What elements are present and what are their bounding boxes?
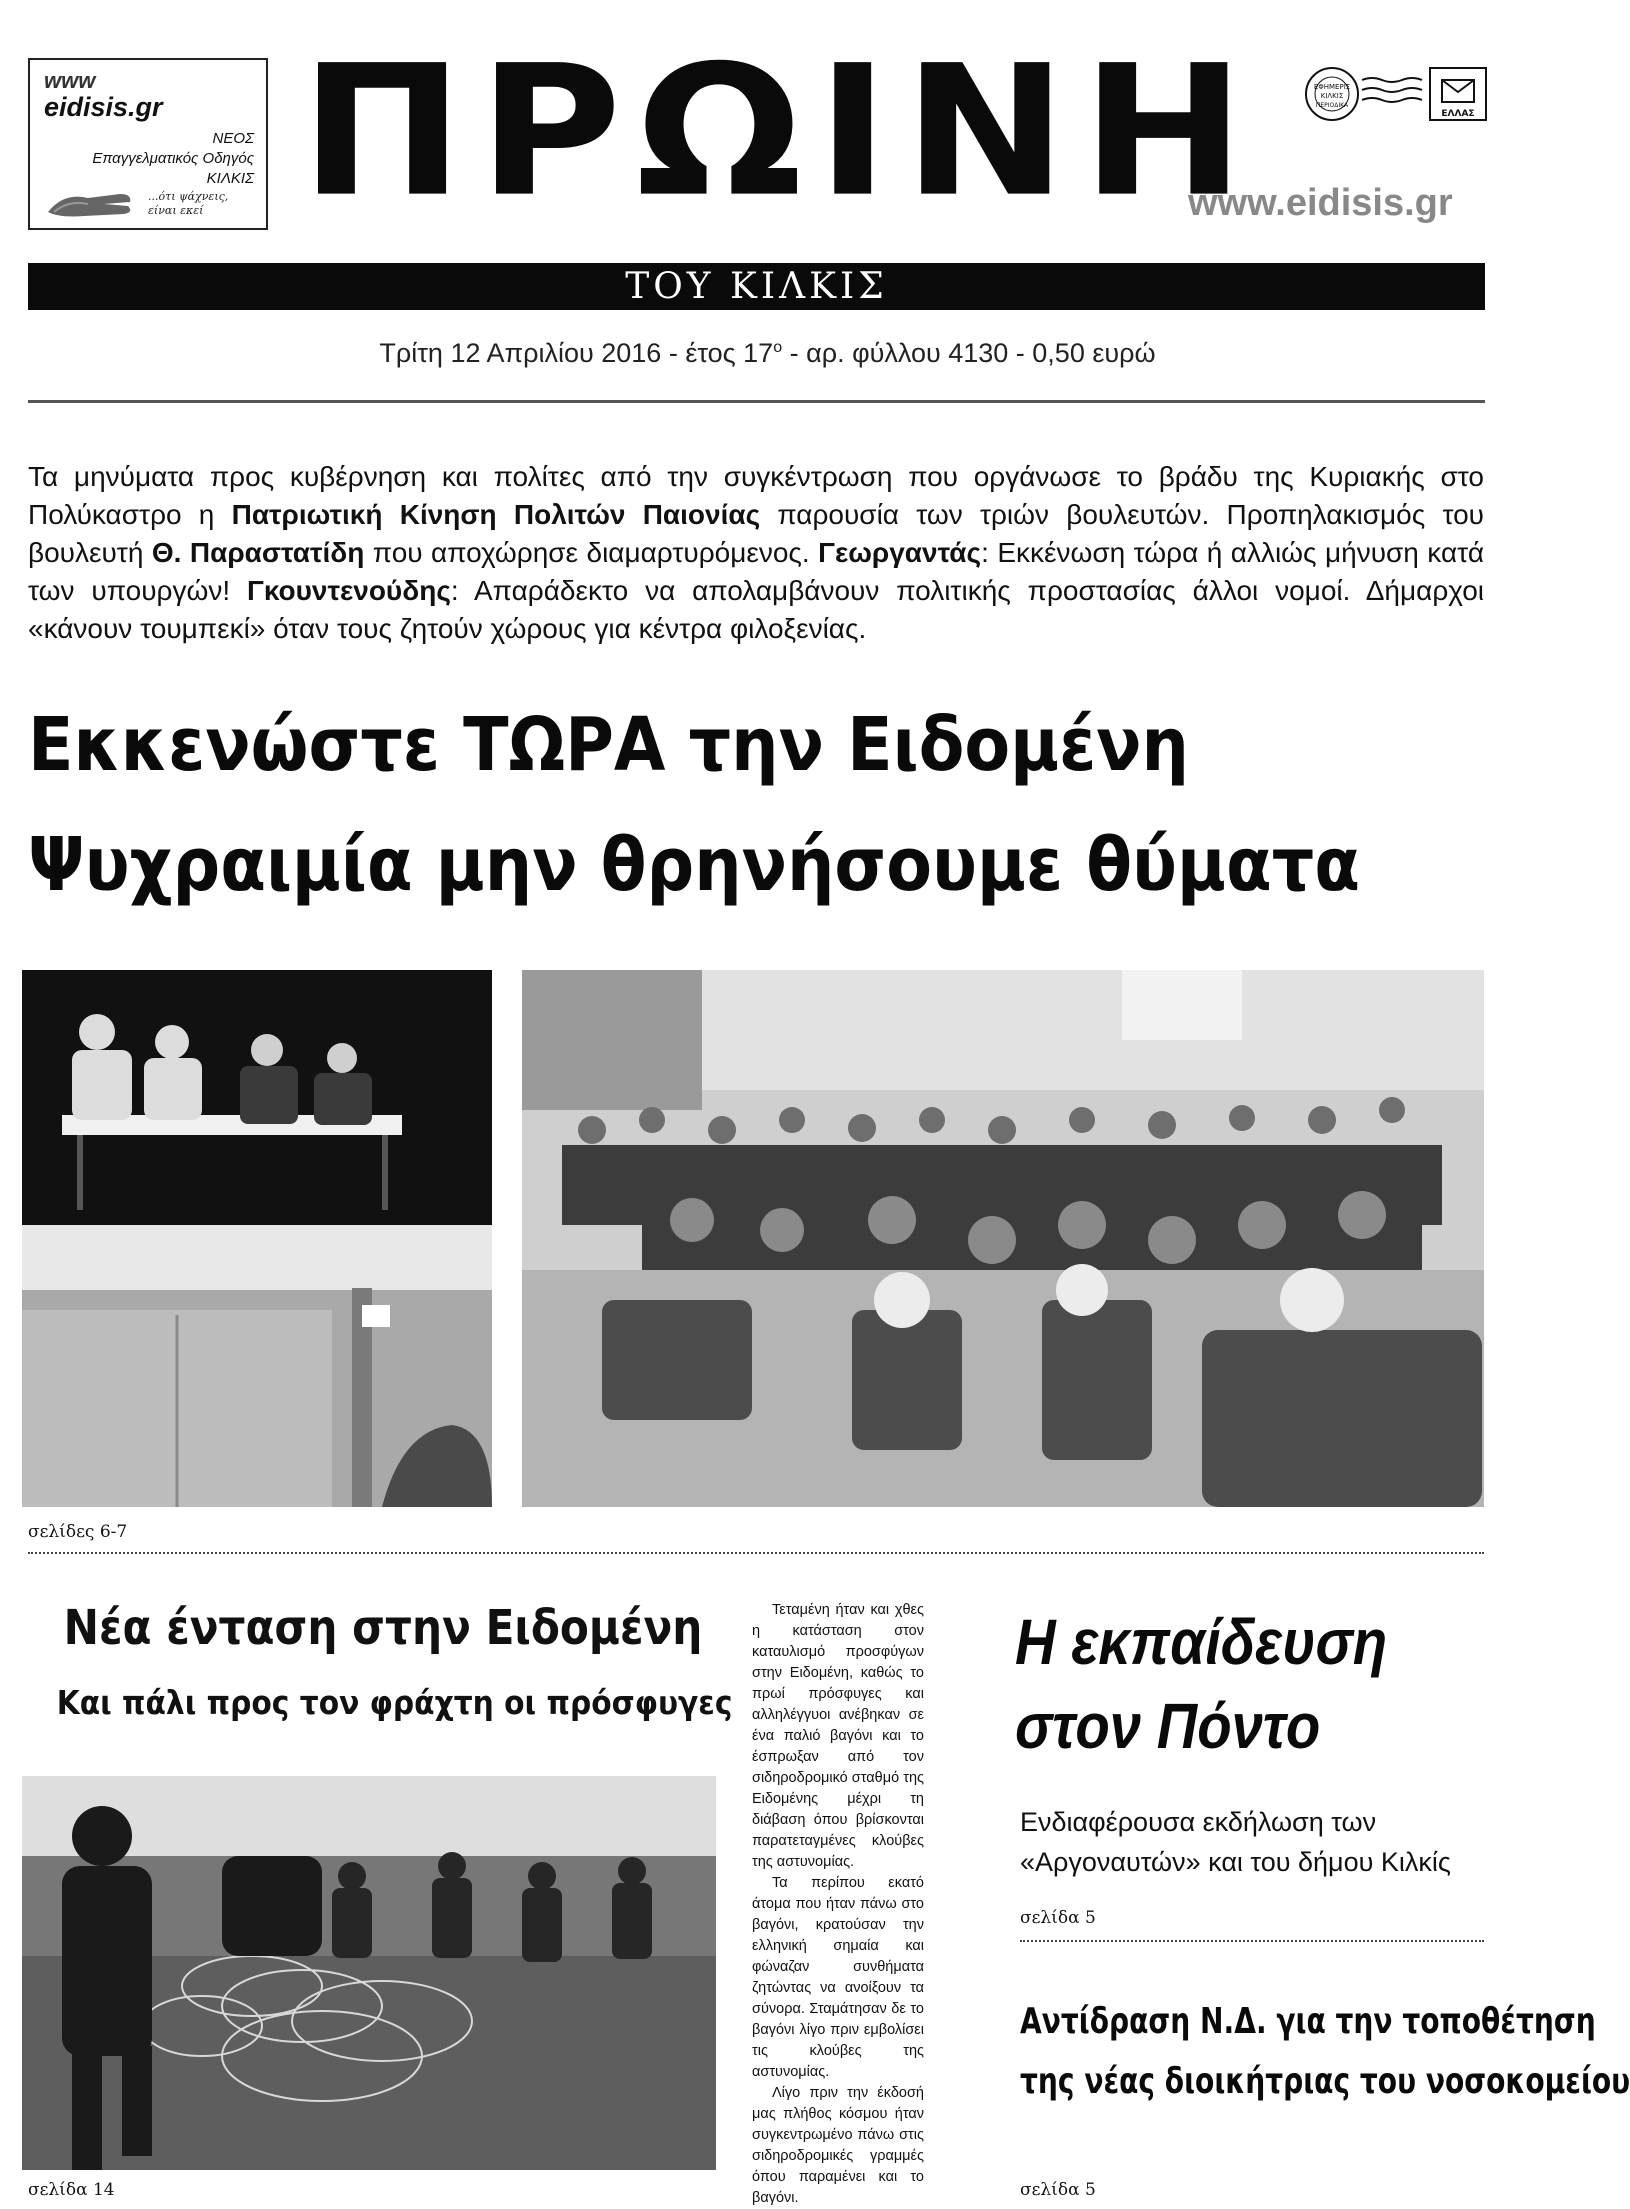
story-idomeni-paragraph-1: Τεταμένη ήταν και χθες η κατάσταση στον καταυλισμό προσφύγων στην Ειδομένη, καθώς το πρωί πρόσφυγες και αλληλέγγυοι ανέβηκαν σε ένα παλιό βαγόνι και το έσπρωξαν από τον σιδηροδρομικό σταθμό της Ειδομένης μέχρι τη διάβαση όπου βρίσκονται παρατεταγμένες κλούβες της αστυνομίας. xyxy=(752,1602,924,1870)
ad-line-2: Επαγγελματικός Οδηγός xyxy=(92,150,254,167)
page-reference-story3[interactable]: σελίδα 5 xyxy=(1020,1908,1096,1928)
panel-stage-photo[interactable] xyxy=(22,970,492,1507)
lead-text-5: : Απαράδεκτο να απολαμβάνουν πολιτικής προστασίας άλλοι νομοί. Δήμαρχοι «κάνουν τουμπεκί» όταν τους ζητούν χώρους για κέντρα φιλοξενίας. xyxy=(28,575,1484,644)
newspaper-title: ΠΡΩΙΝΗ xyxy=(300,27,1260,237)
story-idomeni-paragraph-3: Λίγο πριν την έκδοσή μας πλήθος κόσμου ήταν συγκεντρωμένο πάνω στις σιδηροδρομικές γραμμές όπου παραμένει και το βαγόνι. xyxy=(752,2085,924,2206)
story-pontus-title-line-1: Η εκπαίδευση xyxy=(1015,1606,1388,1678)
audience-photo[interactable] xyxy=(522,970,1484,1507)
issue-info-prefix: Τρίτη 12 Απριλίου 2016 - έτος 17 xyxy=(379,338,774,368)
website-url[interactable]: www.eidisis.gr xyxy=(1188,182,1453,224)
ad-slogan xyxy=(148,190,228,218)
svg-text:ΚΙΛΚΙΣ: ΚΙΛΚΙΣ xyxy=(1320,92,1344,100)
story-nd-title[interactable] xyxy=(1020,1992,1630,2112)
refugees-fence-photo[interactable] xyxy=(22,1776,716,2170)
ad-slogan-line-2: είναι εκεί xyxy=(148,204,204,217)
svg-text:ΕΛΛΑΣ: ΕΛΛΑΣ xyxy=(1441,109,1475,119)
ad-line-1: ΝΕΟΣ xyxy=(212,130,254,147)
story-idomeni-title[interactable]: Νέα ένταση στην Ειδομένη xyxy=(63,1600,703,1656)
lead-bold-3: Γεωργαντάς xyxy=(818,537,982,568)
story-pontus-title[interactable] xyxy=(1015,1600,1437,1768)
section-divider-1 xyxy=(28,1552,1484,1554)
lead-bold-1: Πατριωτική Κίνηση Πολιτών Παιονίας xyxy=(231,499,761,530)
issue-info-suffix: - αρ. φύλλου 4130 - 0,50 ευρώ xyxy=(782,338,1156,368)
story-pontus-subtitle xyxy=(1020,1802,1490,1882)
newspaper-subtitle: ΤΟΥ ΚΙΛΚΙΣ xyxy=(625,266,888,307)
story-idomeni-body xyxy=(752,1600,924,2209)
page-reference-story4[interactable]: σελίδα 5 xyxy=(1020,2180,1096,2200)
lead-text-3: που αποχώρησε διαμαρτυρόμενος. xyxy=(364,537,819,568)
pages-reference-1[interactable]: σελίδες 6-7 xyxy=(28,1522,128,1542)
postage-stamp-icon xyxy=(1302,62,1492,126)
lead-paragraph xyxy=(28,458,1484,648)
svg-text:ΕΦΗΜΕΡΙΣ: ΕΦΗΜΕΡΙΣ xyxy=(1313,83,1351,91)
issue-info xyxy=(0,338,1535,369)
svg-text:ΠΕΡΙΟΔΙΚΑ: ΠΕΡΙΟΔΙΚΑ xyxy=(1315,102,1349,109)
story-pontus-subtitle-line-1: Ενδιαφέρουσα εκδήλωση των xyxy=(1020,1807,1377,1837)
story-nd-title-line-2: της νέας διοικήτριας του νοσοκομείου xyxy=(1020,2061,1630,2102)
lead-bold-2: Θ. Παραστατίδη xyxy=(151,537,365,568)
ad-line-3: ΚΙΛΚΙΣ xyxy=(206,170,254,187)
story-idomeni-subtitle: Και πάλι προς τον φράχτη οι πρόσφυγες xyxy=(56,1683,733,1722)
lead-bold-4: Γκουντενούδης xyxy=(246,575,451,606)
lead-text-1: Τα μηνύματα προς κυβέρνηση και πολίτες από την συγκέντρωση που οργάνωσε το βράδυ της Κυριακής στο Πολύκαστρο η xyxy=(28,461,1484,530)
www-wave-graphic xyxy=(44,70,104,92)
page-reference-story2[interactable]: σελίδα 14 xyxy=(28,2180,115,2200)
masthead-divider xyxy=(28,400,1485,403)
hand-icon xyxy=(44,182,140,222)
ad-slogan-line-1: ...ότι ψάχνεις, xyxy=(148,190,229,203)
story-pontus-subtitle-line-2: «Αργοναυτών» και του δήμου Κιλκίς xyxy=(1020,1847,1451,1877)
main-headline-line-2[interactable]: Ψυχραιμία μην θρηνήσουμε θύματα xyxy=(28,822,1360,908)
story-idomeni-paragraph-2: Τα περίπου εκατό άτομα που ήταν πάνω στο βαγόνι, κρατούσαν την ελληνική σημαία και φώναζαν συνθήματα ζητώντας να ανοίξουν τα σύνορα. Σταμάτησαν δε το βαγόνι λίγο πριν εμβολίσει τις κλούβες της αστυνομίας. xyxy=(752,1875,924,2080)
section-divider-right xyxy=(1020,1940,1484,1942)
svg-text:www: www xyxy=(44,68,96,93)
lead-text-2: παρουσία των τριών βουλευτών. Προπηλακισμός του βουλευτή xyxy=(28,499,1484,568)
story-nd-title-line-1: Αντίδραση Ν.Δ. για την τοποθέτηση xyxy=(1020,2001,1596,2042)
ad-logo: eidisis.gr xyxy=(44,92,163,122)
newspaper-subtitle-bar xyxy=(28,263,1485,310)
main-headline-line-1[interactable]: Εκκενώστε ΤΩΡΑ την Ειδομένη xyxy=(28,702,1189,788)
lead-text-4: : Εκκένωση τώρα ή αλλιώς μήνυση κατά των υπουργών! xyxy=(28,537,1485,606)
advertisement-box[interactable] xyxy=(28,58,268,230)
story-pontus-title-line-2: στον Πόντο xyxy=(1015,1690,1321,1762)
issue-info-sup: ο xyxy=(773,339,783,356)
